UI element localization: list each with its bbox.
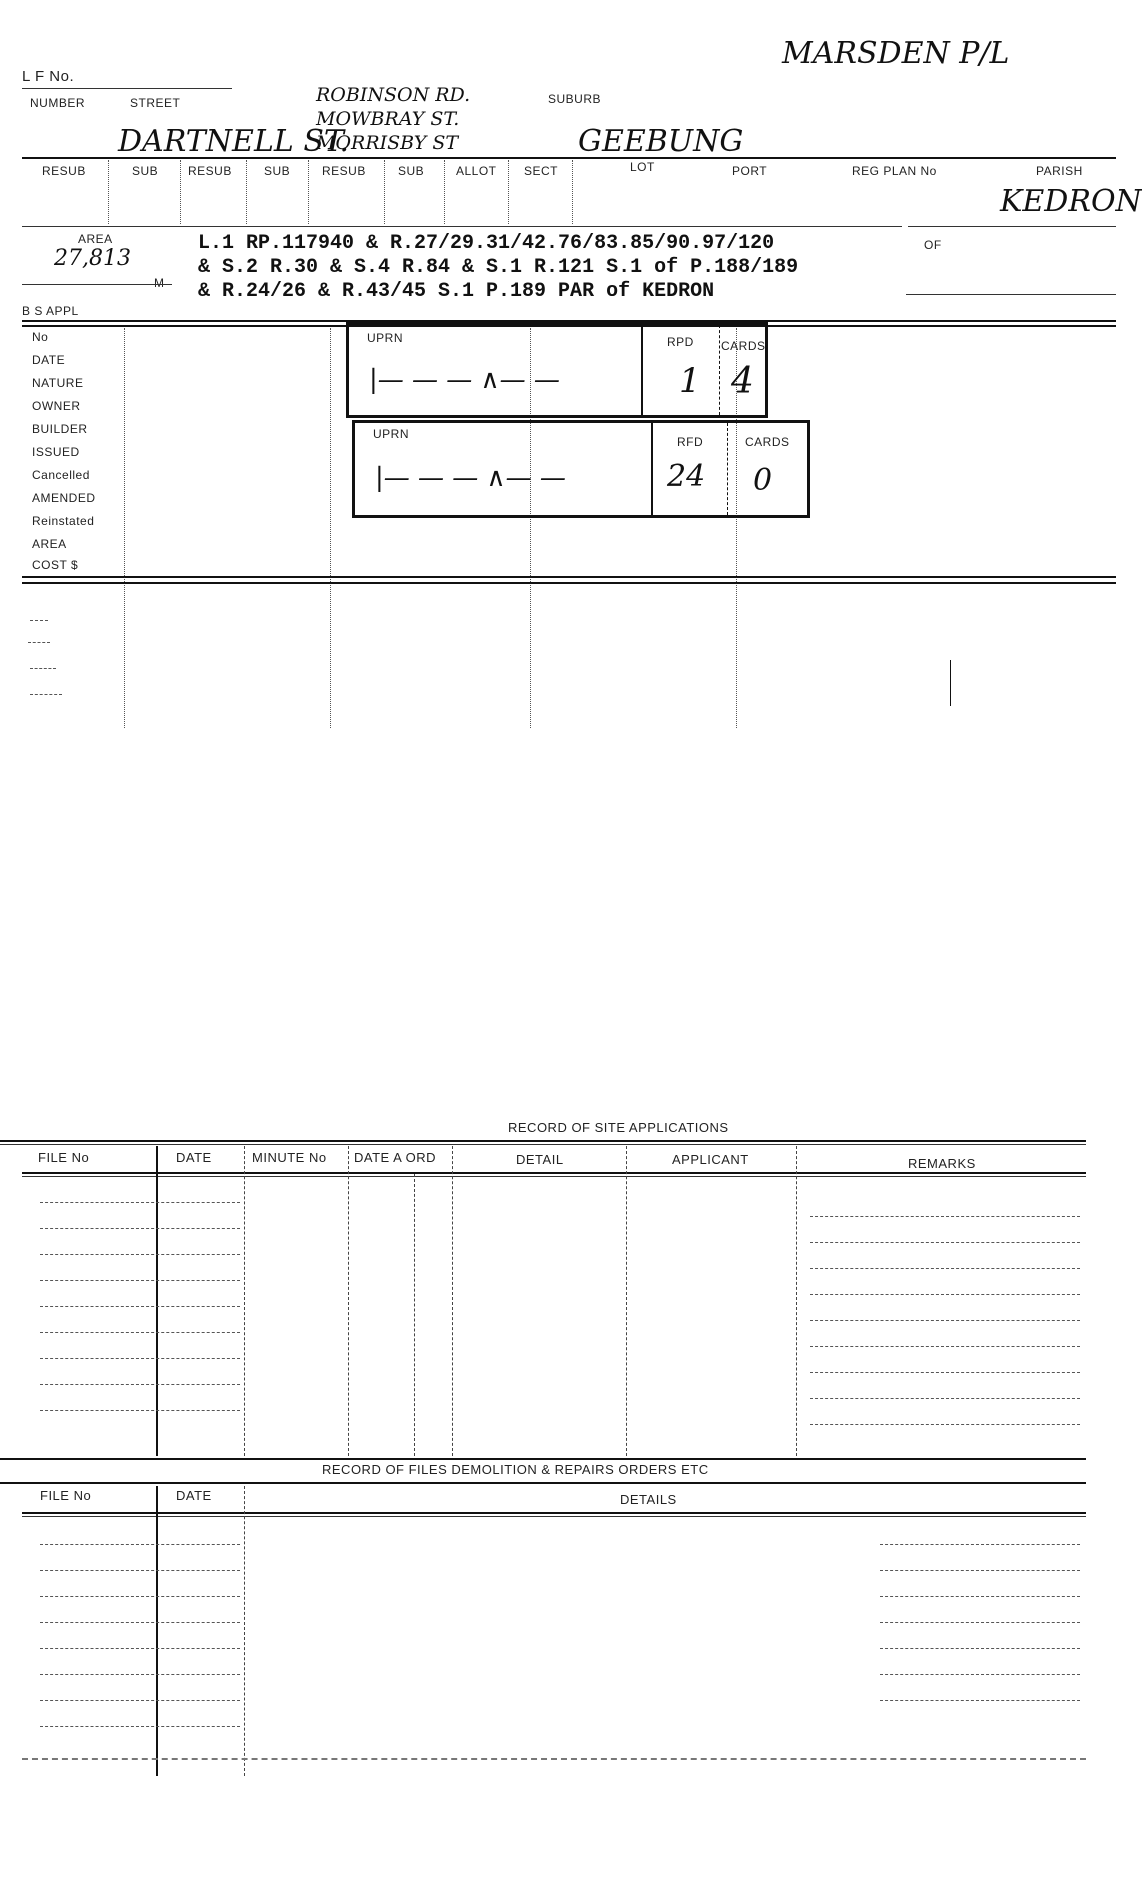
row-line [40,1726,240,1727]
col-sub-1: SUB [132,164,159,178]
row-line [810,1242,1080,1243]
row-line [40,1622,240,1623]
area-label: AREA [78,232,113,246]
col-parish: PARISH [1036,164,1083,178]
files-col-file-no: FILE No [40,1488,92,1503]
table-rule [22,1512,1086,1514]
description-line-2: & S.2 R.30 & S.4 R.84 & S.1 R.121 S.1 of P.188/189 [198,256,799,279]
street-label: STREET [130,96,181,110]
bs-row-nature: NATURE [32,376,84,390]
col-sub-3: SUB [398,164,425,178]
table-divider [414,1174,415,1456]
col-sect: SECT [524,164,559,178]
stamp-divider [719,325,720,415]
bs-row-cost: COST $ [32,558,79,572]
uprn-label: UPRN [367,331,404,345]
row-line [810,1398,1080,1399]
col-resub-3: RESUB [322,164,366,178]
row-line [880,1596,1080,1597]
table-rule [0,1144,1086,1145]
row-line [40,1358,240,1359]
bs-row-area: AREA [32,537,67,551]
area-rule [22,284,172,285]
bs-row-amended: AMENDED [32,491,96,505]
top-right-annotation: MARSDEN P/L [782,36,1010,71]
col-reg-plan: REG PLAN No [852,164,937,178]
road-name-3: MORRISBY ST [316,132,459,154]
col-date-a-ord: DATE A ORD [354,1150,437,1165]
rfd-value: 24 [667,459,706,494]
files-col-date: DATE [176,1488,212,1503]
table-divider [348,1146,349,1456]
header-rule-2 [22,226,902,227]
bs-row-issued: ISSUED [32,445,80,459]
row-line [40,1674,240,1675]
row-line [880,1674,1080,1675]
scan-noise [30,668,56,669]
row-line [40,1700,240,1701]
row-line [810,1372,1080,1373]
area-value: 27,813 [54,246,131,271]
col-sub-2: SUB [264,164,291,178]
table-rule [0,1482,1086,1484]
col-remarks: REMARKS [908,1156,976,1171]
row-line [810,1320,1080,1321]
table-divider [244,1146,245,1456]
table-rule [0,1458,1086,1460]
header-divider [180,160,181,224]
col-applicant: APPLICANT [672,1152,749,1167]
scan-noise [30,694,62,695]
row-line [880,1700,1080,1701]
col-port: PORT [732,164,768,178]
scan-noise [30,620,48,621]
col-minute-no: MINUTE No [252,1150,327,1165]
bs-row-cancelled: Cancelled [32,468,90,482]
row-line [40,1544,240,1545]
col-detail: DETAIL [516,1152,564,1167]
header-divider [572,160,573,224]
table-rule [0,1140,1086,1142]
row-line [880,1570,1080,1571]
bs-divider [330,328,331,728]
rfd-label: RFD [677,435,704,449]
row-line [810,1424,1080,1425]
bs-row-builder: BUILDER [32,422,88,436]
uprn-stamp-2 [352,420,810,518]
stamp-divider [651,423,653,515]
row-line [40,1648,240,1649]
row-line [810,1268,1080,1269]
rpd-label: RPD [667,335,694,349]
header-divider [384,160,385,224]
uprn-label: UPRN [373,427,410,441]
row-line [810,1294,1080,1295]
section-rule [22,582,1116,584]
row-line [880,1622,1080,1623]
header-divider [508,160,509,224]
col-resub-1: RESUB [42,164,86,178]
bs-appl-title: B S APPL [22,304,79,318]
table-rule [22,1516,1086,1517]
cards-value: 4 [731,361,754,402]
lf-number-label: L F No. [22,68,75,85]
header-rule-main [22,157,1116,159]
rpd-value: 1 [679,361,701,401]
row-line [40,1254,240,1255]
table-divider [626,1146,627,1456]
row-line [880,1544,1080,1545]
table-divider [796,1146,797,1456]
site-applications-title: RECORD OF SITE APPLICATIONS [508,1120,729,1135]
bs-row-date: DATE [32,353,66,367]
row-line [40,1332,240,1333]
row-line [880,1648,1080,1649]
header-divider [308,160,309,224]
cards-value: 0 [753,463,773,498]
section-rule [22,576,1116,578]
table-divider [452,1146,453,1456]
table-bottom-rule [22,1758,1086,1760]
bs-row-no: No [32,330,49,344]
area-unit: M [154,276,165,290]
street-value: DARTNELL ST. [118,124,350,159]
cards-label: CARDS [721,339,766,353]
row-line [40,1570,240,1571]
files-record-title: RECORD OF FILES DEMOLITION & REPAIRS ORDERS ETC [322,1462,709,1477]
description-line-1: L.1 RP.117940 & R.27/29.31/42.76/83.85/90.97/120 [198,232,775,255]
table-rule [22,1172,1086,1174]
header-divider [246,160,247,224]
uprn-value: |— — — ∧— — [369,365,560,395]
of-rule [906,294,1116,295]
bs-row-reinstated: Reinstated [32,514,95,528]
of-label: OF [924,238,942,252]
col-lot: LOT [630,160,655,174]
row-line [40,1202,240,1203]
row-line [40,1596,240,1597]
col-date: DATE [176,1150,212,1165]
table-divider [244,1486,245,1776]
row-line [40,1306,240,1307]
row-line [40,1410,240,1411]
scan-noise [28,642,50,643]
uprn-stamp-1 [346,322,768,418]
uprn-value: |— — — ∧— — [375,463,566,493]
header-rule-3 [908,226,1116,227]
suburb-value: GEEBUNG [578,124,744,159]
row-line [810,1346,1080,1347]
suburb-label: SUBURB [548,92,602,106]
row-line [40,1384,240,1385]
header-divider [444,160,445,224]
table-rule [22,1176,1086,1177]
stamp-divider [727,423,728,515]
road-name-2: MOWBRAY ST. [316,108,460,130]
header-rule [22,88,232,89]
col-allot: ALLOT [456,164,497,178]
scan-noise [950,660,951,706]
col-resub-2: RESUB [188,164,232,178]
stamp-divider [641,325,643,415]
description-line-3: & R.24/26 & R.43/45 S.1 P.189 PAR of KEDRON [198,280,715,303]
bs-divider [124,328,125,728]
row-line [40,1280,240,1281]
number-label: NUMBER [30,96,86,110]
cards-label: CARDS [745,435,790,449]
parish-value: KEDRON [1000,184,1142,219]
header-divider [108,160,109,224]
col-file-no: FILE No [38,1150,90,1165]
files-col-details: DETAILS [620,1492,677,1507]
row-line [40,1228,240,1229]
table-divider [156,1486,158,1776]
road-name-1: ROBINSON RD. [316,84,471,106]
row-line [810,1216,1080,1217]
bs-row-owner: OWNER [32,399,81,413]
